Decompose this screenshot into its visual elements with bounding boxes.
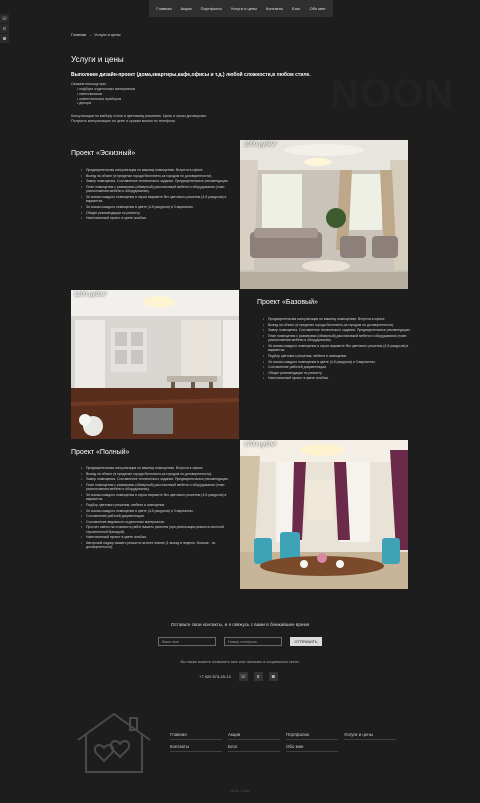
- side-social-rail: [0, 14, 9, 44]
- breadcrumb-home[interactable]: Главная: [71, 32, 87, 37]
- plan-full-title: Проект «Полный»: [71, 449, 130, 456]
- instagram-icon[interactable]: ◙: [269, 672, 278, 681]
- social-row: [199, 672, 278, 681]
- plan-basic-price: 1200 руб/м²: [74, 292, 107, 298]
- feature-item: • Общие рекомендации по ремонту.: [80, 211, 230, 215]
- social-note: Вы также можете позвонить мне или написать в социальных сетях:: [180, 660, 300, 664]
- feature-item: • Предварительная консультация по вашему помещению. Встреча в офисе.: [80, 466, 230, 470]
- feature-item: • Подбор цветового решения, мебели и освещения.: [80, 503, 230, 507]
- help-list: [71, 87, 135, 106]
- breadcrumb-separator: →: [88, 32, 93, 37]
- living-room-illustration: [240, 140, 408, 289]
- feature-item: • План помещения с размерами (обмерный),расстановкой мебели и оборудования (план расположения мебели и оборудования).: [80, 483, 230, 492]
- dining-room-photo: [240, 440, 408, 589]
- feature-item: • 3d эскизы каждого помещения в серои варианте без цветового решения (4-5 ракурсов) в вариантах.: [262, 344, 412, 353]
- feature-item: • Замер помещения. Составление технического задания. Предварительные рекомендации.: [80, 477, 230, 481]
- plan-basic-title: Проект «Базовый»: [257, 299, 318, 306]
- phone-number[interactable]: +7 920 573-20-13: [199, 674, 231, 679]
- feature-item: • 3d эскизы каждого помещения в серои варианте без цветового решения (4-5 ракурсов) в вариантах.: [80, 195, 230, 204]
- page-title: Услуги и цены: [71, 55, 124, 64]
- help-list-block: [71, 82, 135, 106]
- feature-item: • Напечатанный проект в цвете альбом.: [262, 376, 412, 380]
- feature-item: • Напечатанный проект в цвете альбом.: [80, 535, 230, 539]
- feature-item: • Выезд на объект (в пределах города бесплатно,за городом по договоренности).: [80, 174, 230, 178]
- house-hearts-logo-icon[interactable]: [74, 710, 154, 776]
- footer-link-contacts[interactable]: Контакты: [170, 744, 222, 752]
- instagram-icon[interactable]: ◙: [0, 34, 9, 43]
- feature-item: • План помещения с размерами (обмерный),расстановкой мебели и оборудования (план расположения мебели и оборудования).: [262, 334, 412, 343]
- vk-icon[interactable]: в: [0, 24, 9, 33]
- footer-link-services[interactable]: Услуги и цены: [344, 732, 396, 740]
- feature-item: • Предварительная консультация по вашему помещению. Встреча в офисе.: [262, 317, 412, 321]
- contact-form-title: Оставьте свои контакты, и я свяжусь с вами в ближайшее время: [170, 622, 310, 627]
- help-intro: Окажем помощь при:: [71, 82, 107, 86]
- feature-item: • Напечатанный проект в цвете альбом.: [80, 216, 230, 220]
- kitchen-illustration: [71, 290, 239, 439]
- help-item: • подборе отделочных материалов: [77, 87, 135, 92]
- nav-item-contacts[interactable]: Контакты: [265, 6, 284, 11]
- copyright: NOON © 2020: [230, 789, 250, 793]
- name-input[interactable]: Ваше имя: [158, 637, 216, 646]
- watermark-text: NOON: [330, 72, 454, 116]
- nav-item-about[interactable]: Обо мне: [309, 6, 326, 11]
- nav-item-services[interactable]: Услуги и цены: [230, 6, 258, 11]
- plan-sketch-features: [80, 168, 230, 222]
- logo-drawing: [74, 710, 154, 776]
- help-item: • светильников: [77, 92, 135, 97]
- feature-item: • Просчет сметы на стоимость работ вашего ремонта (при реализации ремонта опытной строительной бригадой).: [80, 525, 230, 534]
- feature-item: • 3d эскизы каждого помещения в цвете (4-5 ракурсов) и 3 вариантах.: [262, 360, 412, 364]
- feature-item: • Замер помещения. Составление технического задания. Предварительные рекомендации.: [80, 179, 230, 183]
- feature-item: • Выезд на объект (в пределах города бесплатно,за городом по договоренности).: [80, 472, 230, 476]
- footer-link-promo[interactable]: Акции: [228, 732, 280, 740]
- footer-link-portfolio[interactable]: Портфолио: [286, 732, 338, 740]
- plan-basic-features: [262, 317, 412, 382]
- footer-link-home[interactable]: Главная: [170, 732, 222, 740]
- feature-item: • Составление рабочей документации.: [80, 514, 230, 518]
- phone-icon[interactable]: ☏: [240, 673, 247, 680]
- breadcrumb-current: Услуги и цены: [94, 32, 121, 37]
- footer-link-blog[interactable]: Блог: [228, 744, 280, 752]
- plan-sketch-title: Проект «Эскизный»: [71, 150, 136, 157]
- feature-item: • Авторский надзор вашего ремонта на всех этапах (1 выезд в неделю, больше - по договоренности).: [80, 541, 230, 550]
- feature-item: • Составление рабочей документации.: [262, 365, 412, 369]
- plan-full-features: [80, 466, 230, 551]
- feature-item: • Общие рекомендации по ремонту.: [262, 371, 412, 375]
- help-item: • осветительных приборов: [77, 97, 135, 102]
- send-button[interactable]: ОТПРАВИТЬ: [290, 637, 322, 646]
- feature-item: • 3d эскизы каждого помещения в цвете (4-5 ракурсов) в 3 вариантах.: [80, 205, 230, 209]
- nav-item-portfolio[interactable]: Портфолио: [200, 6, 222, 11]
- footer-link-about[interactable]: Обо мне: [286, 744, 338, 752]
- footer-navigation: [170, 732, 402, 752]
- vk-icon[interactable]: в: [254, 672, 263, 681]
- note-line: Консультации по выбору стиля и цветовому решению. Цены и сроки договорные.: [71, 114, 208, 118]
- phone-icon[interactable]: ☏: [1, 15, 8, 22]
- dining-room-illustration: [240, 440, 408, 589]
- phone-input[interactable]: Номер телефона: [224, 637, 282, 646]
- feature-item: • Предварительная консультация по вашему помещению. Встреча в офисе.: [80, 168, 230, 172]
- top-navigation: [149, 0, 333, 17]
- nav-item-promo[interactable]: Акции: [180, 6, 192, 11]
- breadcrumb: [71, 32, 121, 37]
- feature-item: • Подбор цветового решения, мебели и освещения.: [262, 354, 412, 358]
- plan-full-price: 1700 руб/м²: [244, 442, 277, 448]
- feature-item: • Составление ведомости отделочных материалов.: [80, 520, 230, 524]
- feature-item: • Выезд на объект (в пределах города бесплатно,за городом по договоренности).: [262, 323, 412, 327]
- lead-text: Выполним дизайн-проект (дома,квартиры,кафе,офисы и т.д.) любой сложности,в любом стиле.: [71, 72, 311, 78]
- kitchen-photo: [71, 290, 239, 439]
- feature-item: • 3d эскизы каждого помещения в серои варианте без цветового решения (4-5 ракурсов) в вариантах.: [80, 493, 230, 502]
- contact-form: [158, 637, 322, 646]
- note-line: Получить консультацию по цене и срокам можно по телефону.: [71, 118, 176, 123]
- feature-item: • План помещения с размерами (обмерный),расстановкой мебели и оборудования (план расположения мебели и оборудования).: [80, 185, 230, 194]
- nav-item-home[interactable]: Главная: [156, 6, 172, 11]
- plan-sketch-price: 1000 руб/м²: [244, 142, 277, 148]
- help-item: • декора: [77, 101, 135, 106]
- feature-item: • Замер помещения. Составление технического задания. Предварительные рекомендации.: [262, 328, 412, 332]
- nav-item-blog[interactable]: Блог: [292, 6, 301, 11]
- consultation-note: [71, 114, 311, 124]
- living-room-photo: [240, 140, 408, 289]
- feature-item: • 3d эскизы каждого помещения в цвете (4-5 ракурсов) и 3 вариантах.: [80, 509, 230, 513]
